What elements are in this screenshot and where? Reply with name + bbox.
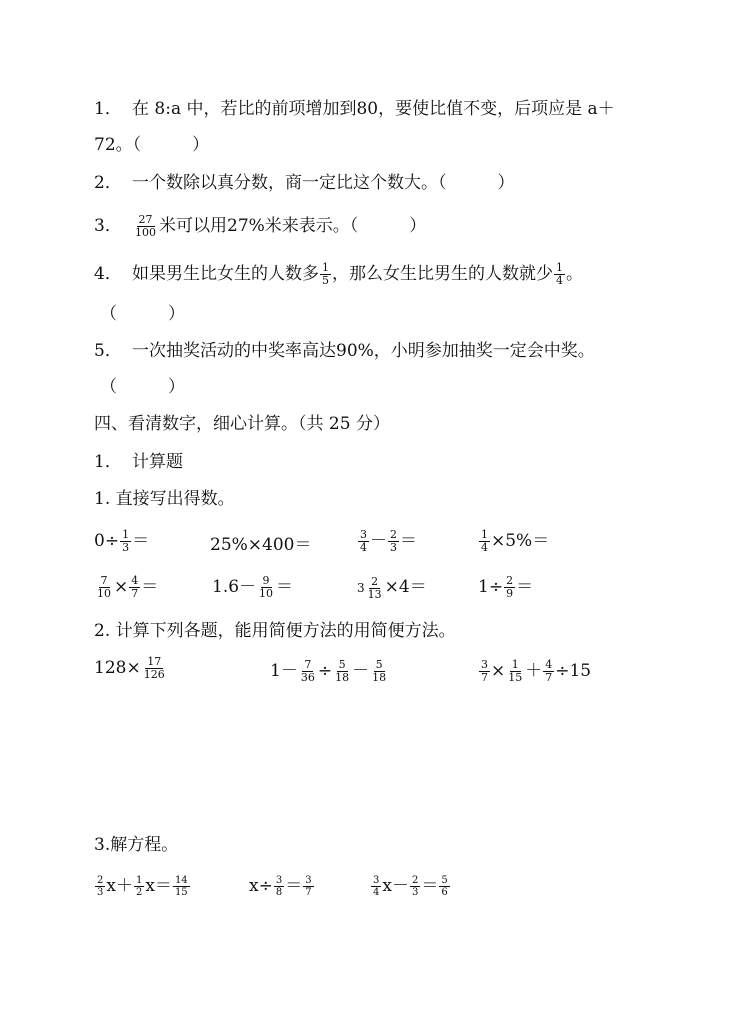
section-heading: 四、看清数字，细心计算。（共 25 分） (94, 414, 390, 434)
q1-expr-2: 25%×400＝ (210, 535, 312, 555)
answer-bracket: （ ） (100, 304, 185, 324)
question-1 (94, 99, 615, 119)
question-4-bracket (100, 304, 185, 324)
q3-equation-2: x÷ $\frac{3}{8}$ ＝ $\frac{3}{7}$ (249, 875, 312, 898)
q3-title: 3.解方程。 (94, 835, 179, 855)
question-1-continuation (94, 135, 209, 155)
subsection-label: 计算题 (132, 452, 183, 472)
q2-expr-2: 1－ $\frac{7}{36}$ ÷ $\frac{5}{18}$ － $\frac{5}{18}$ (270, 658, 387, 684)
question-number: 5． (94, 341, 122, 361)
question-5 (94, 341, 595, 361)
question-number: 3． (94, 216, 122, 236)
question-text: 一个数除以真分数，商一定比这个数大。（ ） (132, 173, 515, 193)
subsection-title (94, 452, 183, 472)
fraction: $\frac{1}{4}$ (556, 261, 563, 287)
q2-title: 2. 计算下列各题，能用简便方法的用简便方法。 (94, 621, 456, 641)
fraction: $\frac{27}{100}$ (135, 213, 156, 239)
question-number: 2． (94, 173, 122, 193)
fraction: $\frac{1}{5}$ (322, 261, 329, 287)
answer-bracket: （ ） (100, 377, 185, 397)
q1-expr-3: $\frac{3}{4}$ － $\frac{2}{3}$ ＝ (360, 528, 417, 554)
q1-expr-1: 0÷ $\frac{1}{3}$ ＝ (94, 528, 150, 554)
question-number: 1． (94, 99, 122, 119)
question-3 (94, 214, 426, 239)
q1-title: 1. 直接写出得数。 (94, 489, 235, 509)
question-text: ，那么女生比男生的人数就少 (332, 264, 553, 284)
question-2 (94, 173, 515, 193)
q2-expr-3: $\frac{3}{7}$ × $\frac{1}{15}$ ＋ $\frac{4}{7}$ ÷15 (481, 658, 592, 684)
q1-expr-8: 1÷ $\frac{2}{9}$ ＝ (478, 574, 534, 600)
question-text: 。 (566, 264, 583, 284)
question-text: 一次抽奖活动的中奖率高达90%，小明参加抽奖一定会中奖。 (132, 341, 595, 361)
q1-expr-5: $\frac{7}{10}$ × $\frac{4}{7}$ ＝ (97, 574, 159, 600)
question-number: 4． (94, 264, 122, 284)
q1-expr-7: 3 $\frac{2}{13}$ ×4＝ (357, 574, 427, 601)
q3-equation-1: $\frac{2}{3}$ x＋ $\frac{1}{2}$ x＝ $\frac{14}{15}$ (97, 875, 188, 898)
q1-expr-4: $\frac{1}{4}$ ×5%＝ (481, 528, 550, 554)
question-text: 如果男生比女生的人数多 (132, 264, 319, 284)
q2-expr-1: 128× $\frac{17}{126}$ (94, 655, 165, 681)
question-5-bracket (100, 377, 185, 397)
question-text: 在 8:a 中，若比的前项增加到80，要使比值不变，后项应是 a＋ (132, 99, 615, 119)
question-4 (94, 262, 583, 287)
q3-equation-3: $\frac{3}{4}$ x－ $\frac{2}{3}$ ＝ $\frac{5}{6}$ (373, 875, 448, 898)
q1-expr-6: 1.6－ $\frac{9}{10}$ ＝ (212, 574, 294, 600)
subsection-number: 1． (94, 452, 122, 472)
answer-bracket: 72。（ ） (94, 135, 210, 155)
question-text: 米可以用27%米来表示。（ ） (159, 216, 427, 236)
